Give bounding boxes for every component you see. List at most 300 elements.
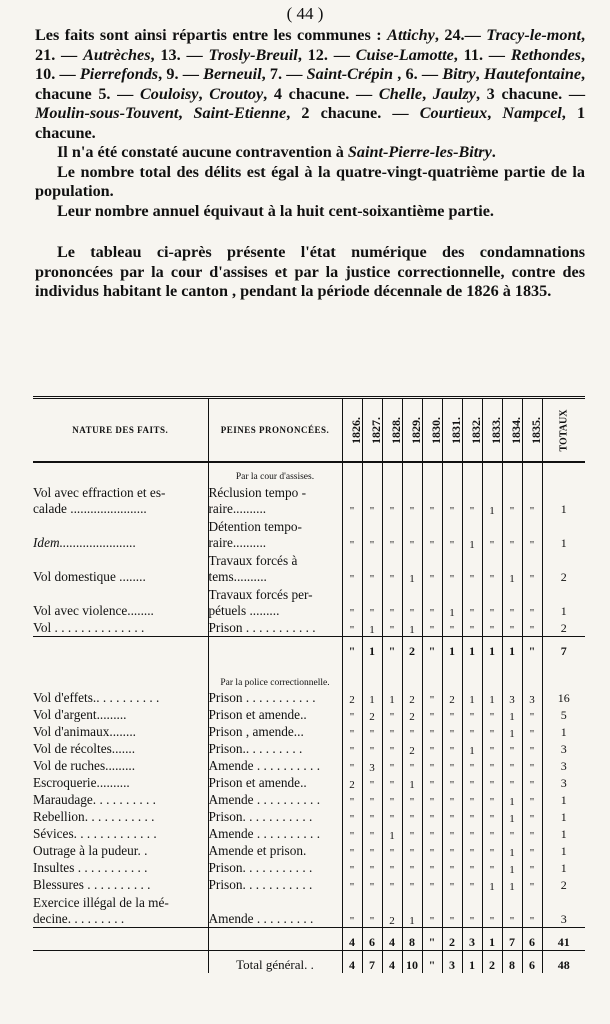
paragraph	[35, 202, 585, 222]
text-run: .	[491, 143, 496, 161]
nature-text: Idem.......................	[33, 535, 137, 550]
empty-cell	[402, 659, 422, 689]
year-value: "	[502, 740, 522, 757]
year-value: "	[342, 585, 362, 619]
place-name: Tracy-le-mont	[486, 26, 581, 44]
year-value: "	[442, 825, 462, 842]
nature-text: Escroquerie..........	[33, 775, 130, 790]
paragraph	[35, 243, 585, 302]
subtotal-value: 2	[402, 637, 422, 660]
empty-cell	[462, 659, 482, 689]
nature-text: Outrage à la pudeur. .	[33, 843, 148, 858]
peine-cell	[208, 740, 342, 757]
peine-text: Prison. . . . . . . . . . .	[208, 809, 313, 824]
row-total: 16	[542, 689, 585, 706]
year-value: "	[362, 723, 382, 740]
year-value: "	[402, 825, 422, 842]
empty-cell	[502, 462, 522, 483]
year-value: 1	[502, 876, 522, 893]
header-year-label: 1834.	[508, 416, 523, 444]
table-row	[33, 619, 585, 637]
section-label: Par la police correctionnelle.	[208, 659, 342, 689]
text-run: Les faits sont ainsi répartis entre les communes :	[35, 26, 388, 44]
year-value: "	[342, 723, 362, 740]
text-run: Le nombre total des délits est égal à la quatre-vingt-quatrième partie de la population.	[35, 162, 585, 200]
year-value: "	[482, 808, 502, 825]
peine-cell	[208, 619, 342, 637]
header-year	[482, 399, 502, 462]
subtotal-value: 7	[502, 928, 522, 951]
year-value: "	[402, 585, 422, 619]
peine-text: Amende . . . . . . . . .	[208, 911, 314, 926]
subtotal-value: 2	[442, 928, 462, 951]
year-value: "	[422, 740, 442, 757]
text-run: , 24.—	[434, 26, 487, 44]
empty-cell	[482, 659, 502, 689]
year-value: "	[502, 483, 522, 517]
place-name: Jaulzy	[432, 84, 476, 103]
place-name: Nampcel	[502, 104, 562, 122]
nature-text: calade .......................	[33, 501, 147, 516]
year-value: "	[342, 619, 362, 637]
subtotal-blank	[208, 928, 342, 951]
row-total: 3	[542, 757, 585, 774]
empty-cell	[462, 462, 482, 483]
year-value: 1	[462, 517, 482, 551]
header-year-label: 1830.	[428, 416, 443, 444]
year-value: "	[382, 723, 402, 740]
table-row	[33, 808, 585, 825]
year-value: 1	[502, 723, 522, 740]
nature-text: Vol d'effets.. . . . . . . . . .	[33, 690, 160, 705]
section-nature-cell	[33, 659, 208, 689]
table-row	[33, 740, 585, 757]
year-value: "	[482, 740, 502, 757]
year-value: "	[342, 808, 362, 825]
year-value: "	[402, 876, 422, 893]
place-name: Pierrefonds	[79, 65, 159, 83]
year-value: "	[342, 825, 362, 842]
peine-cell	[208, 774, 342, 791]
empty-cell	[342, 659, 362, 689]
nature-text: Vol avec violence........	[33, 603, 154, 618]
year-value: "	[442, 774, 462, 791]
empty-cell	[342, 462, 362, 483]
year-value: "	[422, 706, 442, 723]
year-value: "	[502, 825, 522, 842]
peine-cell	[208, 757, 342, 774]
paragraph	[35, 143, 585, 163]
subtotal-value: 1	[462, 637, 482, 660]
subtotal-value: "	[382, 637, 402, 660]
nature-cell	[33, 774, 208, 791]
peine-cell	[208, 876, 342, 893]
subtotal-value: 1	[362, 637, 382, 660]
place-name: Saint-Pierre-les-Bitry	[347, 143, 492, 161]
year-value: "	[422, 483, 442, 517]
year-value: "	[462, 774, 482, 791]
year-value: "	[502, 774, 522, 791]
nature-cell	[33, 825, 208, 842]
grand-total-value: 6	[522, 951, 542, 974]
place-name: Chelle	[378, 84, 423, 103]
year-value: "	[342, 791, 362, 808]
year-value: 1	[402, 774, 422, 791]
section-label: Par la cour d'assises.	[208, 462, 342, 483]
table-row	[33, 774, 585, 791]
year-value: "	[442, 723, 462, 740]
table-row	[33, 551, 585, 585]
header-year-label: 1832.	[468, 416, 483, 444]
peine-text: Prison et amende..	[208, 775, 307, 790]
nature-cell	[33, 808, 208, 825]
nature-cell	[33, 517, 208, 551]
year-value: "	[382, 774, 402, 791]
nature-text: Maraudage. . . . . . . . . .	[33, 792, 156, 807]
peine-cell	[208, 825, 342, 842]
year-value: "	[482, 893, 502, 928]
header-year	[382, 399, 402, 462]
peine-text: Prison , amende...	[208, 724, 304, 739]
year-value: "	[522, 483, 542, 517]
nature-cell	[33, 842, 208, 859]
year-value: "	[362, 517, 382, 551]
peine-text: Prison.. . . . . . . . .	[208, 741, 303, 756]
year-value: 2	[402, 740, 422, 757]
peine-cell	[208, 585, 342, 619]
nature-text: Rebellion. . . . . . . . . . .	[33, 809, 155, 824]
year-value: "	[442, 619, 462, 637]
year-value: "	[442, 859, 462, 876]
grand-total-value: 4	[342, 951, 362, 974]
nature-cell	[33, 706, 208, 723]
header-year	[362, 399, 382, 462]
nature-cell	[33, 723, 208, 740]
peine-cell	[208, 859, 342, 876]
text-run: , 1 chacune.	[35, 104, 586, 142]
year-value: "	[522, 774, 542, 791]
year-value: "	[462, 706, 482, 723]
year-value: "	[342, 893, 362, 928]
year-value: "	[462, 757, 482, 774]
year-value: "	[442, 842, 462, 859]
year-value: 1	[462, 740, 482, 757]
nature-text: Vol de ruches.........	[33, 758, 136, 773]
table-row	[33, 757, 585, 774]
year-value: "	[442, 876, 462, 893]
year-value: "	[382, 551, 402, 585]
text-run: , 9. —	[158, 65, 204, 83]
row-total: 3	[542, 893, 585, 928]
text-run: , 4 chacune. —	[263, 84, 379, 103]
nature-text: decine. . . . . . . . .	[33, 911, 125, 926]
subtotal-total: 41	[542, 928, 585, 951]
row-total: 5	[542, 706, 585, 723]
place-name: Attichy	[387, 26, 435, 44]
year-value: 1	[502, 808, 522, 825]
year-value: "	[422, 723, 442, 740]
text-run: ,	[422, 84, 433, 103]
year-value: "	[522, 893, 542, 928]
year-value: 1	[362, 619, 382, 637]
year-value: "	[362, 791, 382, 808]
peine-text: Prison. . . . . . . . . . .	[208, 860, 313, 875]
peine-cell	[208, 706, 342, 723]
empty-cell	[382, 462, 402, 483]
subtotal-value: 6	[522, 928, 542, 951]
year-value: "	[482, 825, 502, 842]
header-year-label: 1835.	[528, 416, 543, 444]
year-value: "	[362, 893, 382, 928]
condemnations-table	[33, 399, 585, 973]
place-name: Bitry	[442, 65, 476, 83]
empty-cell	[422, 462, 442, 483]
header-year	[522, 399, 542, 462]
year-value: "	[462, 483, 482, 517]
year-value: "	[522, 808, 542, 825]
year-value: "	[422, 842, 442, 859]
year-value: "	[462, 842, 482, 859]
year-value: "	[522, 619, 542, 637]
year-value: "	[462, 551, 482, 585]
grand-total-value: 3	[442, 951, 462, 974]
text-run: Le tableau ci-après présente l'état numérique des condamnations prononcées par la cour d'assises et par la justice correctionnelle, contre des individus habitant le canton , pendant la période décennale de 1826 à 1835.	[35, 243, 585, 300]
peine-cell	[208, 517, 342, 551]
empty-cell	[362, 462, 382, 483]
row-total: 1	[542, 483, 585, 517]
peine-cell	[208, 551, 342, 585]
text-run: ,	[475, 65, 484, 83]
header-nature: NATURE DES FAITS.	[33, 399, 208, 462]
year-value: "	[522, 740, 542, 757]
year-value: "	[342, 859, 362, 876]
year-value: 3	[362, 757, 382, 774]
grand-total-label: Total général. .	[208, 951, 342, 974]
text-run: Leur nombre annuel équivaut à la huit cent-soixantième partie.	[57, 201, 494, 220]
year-value: "	[362, 808, 382, 825]
text-run: , 7. —	[261, 65, 307, 83]
row-total: 1	[542, 842, 585, 859]
year-value: 1	[382, 689, 402, 706]
nature-cell	[33, 791, 208, 808]
year-value: "	[402, 483, 422, 517]
year-value: "	[422, 619, 442, 637]
year-value: "	[442, 517, 462, 551]
header-year-label: 1828.	[388, 416, 403, 444]
year-value: "	[522, 859, 542, 876]
empty-cell	[522, 462, 542, 483]
year-value: 3	[502, 689, 522, 706]
peine-text: Travaux forcés à	[208, 553, 298, 568]
place-name: Trosly-Breuil	[208, 45, 298, 64]
row-total: 1	[542, 825, 585, 842]
subtotal-blank	[208, 637, 342, 660]
year-value: "	[522, 706, 542, 723]
row-total: 3	[542, 740, 585, 757]
grand-total-value: 8	[502, 951, 522, 974]
year-value: "	[482, 859, 502, 876]
year-value: "	[342, 842, 362, 859]
row-total: 2	[542, 619, 585, 637]
year-value: "	[422, 774, 442, 791]
text-run: ,	[198, 84, 210, 103]
grand-blank	[33, 951, 208, 974]
subtotal-value: 1	[482, 637, 502, 660]
peine-text: pétuels .........	[208, 603, 280, 618]
section-row	[33, 659, 585, 689]
page-number: ( 44 )	[286, 4, 324, 23]
header-year	[462, 399, 482, 462]
year-value: "	[362, 842, 382, 859]
nature-text: Vol de récoltes.......	[33, 741, 136, 756]
row-total: 2	[542, 876, 585, 893]
peine-text: Prison . . . . . . . . . . .	[208, 620, 316, 635]
year-value: "	[402, 723, 422, 740]
year-value: "	[462, 876, 482, 893]
year-value: "	[402, 791, 422, 808]
year-value: "	[522, 585, 542, 619]
place-name: Croutoy	[209, 84, 264, 103]
year-value: "	[422, 757, 442, 774]
year-value: "	[522, 825, 542, 842]
table-row	[33, 517, 585, 551]
year-value: "	[522, 723, 542, 740]
nature-cell	[33, 859, 208, 876]
year-value: "	[362, 774, 382, 791]
year-value: 2	[402, 706, 422, 723]
peine-text: Amende . . . . . . . . . .	[208, 826, 321, 841]
subtotal-blank	[33, 928, 208, 951]
text-run: ,	[487, 104, 503, 122]
year-value: "	[402, 517, 422, 551]
row-total: 1	[542, 859, 585, 876]
subtotal-value: 4	[342, 928, 362, 951]
empty-cell	[402, 462, 422, 483]
empty-cell	[422, 659, 442, 689]
subtotal-row	[33, 928, 585, 951]
peine-cell	[208, 791, 342, 808]
year-value: "	[442, 808, 462, 825]
year-value: "	[422, 893, 442, 928]
year-value: "	[342, 706, 362, 723]
year-value: "	[482, 551, 502, 585]
year-value: "	[522, 791, 542, 808]
year-value: "	[422, 551, 442, 585]
year-value: "	[402, 842, 422, 859]
year-value: 1	[362, 689, 382, 706]
year-value: "	[382, 808, 402, 825]
grand-total-value: 4	[382, 951, 402, 974]
year-value: "	[422, 859, 442, 876]
year-value: 1	[502, 551, 522, 585]
text-run: , 11. —	[453, 45, 511, 64]
nature-cell	[33, 740, 208, 757]
year-value: "	[442, 551, 462, 585]
nature-text: Vol d'animaux........	[33, 724, 136, 739]
year-value: 2	[442, 689, 462, 706]
year-value: "	[482, 757, 502, 774]
subtotal-total: 7	[542, 637, 585, 660]
nature-text: Vol . . . . . . . . . . . . . .	[33, 620, 145, 635]
nature-cell	[33, 585, 208, 619]
section-row	[33, 462, 585, 483]
year-value: 1	[402, 619, 422, 637]
table-row	[33, 706, 585, 723]
place-name: Berneuil	[203, 65, 262, 83]
subtotal-value: 1	[442, 637, 462, 660]
peine-cell	[208, 483, 342, 517]
year-value: "	[462, 585, 482, 619]
text-run: Il n'a été constaté aucune contravention à	[57, 143, 348, 161]
peine-text: Amende . . . . . . . . . .	[208, 792, 321, 807]
peine-text: Amende et prison.	[208, 843, 307, 858]
year-value: "	[362, 551, 382, 585]
year-value: "	[342, 757, 362, 774]
table-row	[33, 859, 585, 876]
peine-text: Prison. . . . . . . . . . .	[208, 877, 313, 892]
nature-text: Blessures . . . . . . . . . .	[33, 877, 151, 892]
year-value: 1	[482, 483, 502, 517]
year-value: "	[502, 893, 522, 928]
text-run: , 2 chacune. —	[286, 104, 420, 122]
subtotal-value: 1	[482, 928, 502, 951]
year-value: "	[422, 825, 442, 842]
table-row	[33, 723, 585, 740]
year-value: "	[362, 585, 382, 619]
year-value: 1	[402, 893, 422, 928]
table-row	[33, 689, 585, 706]
year-value: "	[382, 585, 402, 619]
peine-text: raire..........	[208, 501, 267, 516]
year-value: "	[342, 483, 362, 517]
year-value: 3	[522, 689, 542, 706]
text-run: , 3 chacune. —	[475, 84, 586, 103]
year-value: "	[482, 619, 502, 637]
text-run: ,	[178, 104, 194, 122]
header-year-label: 1833.	[488, 416, 503, 444]
header-year-label: 1829.	[408, 416, 423, 444]
nature-text: Exercice illégal de la mé-	[33, 895, 169, 910]
nature-text: Vol d'argent.........	[33, 707, 127, 722]
subtotal-value: "	[422, 928, 442, 951]
table-row	[33, 483, 585, 517]
row-total: 1	[542, 723, 585, 740]
year-value: "	[382, 791, 402, 808]
peine-text: Détention tempo-	[208, 519, 302, 534]
condemnations-table-wrapper	[33, 396, 585, 973]
nature-text: Sévices. . . . . . . . . . . . .	[33, 826, 157, 841]
year-value: "	[382, 757, 402, 774]
table-row	[33, 893, 585, 928]
section-nature-cell	[33, 462, 208, 483]
subtotal-row	[33, 637, 585, 660]
year-value: 2	[342, 689, 362, 706]
year-value: "	[362, 483, 382, 517]
year-value: "	[422, 876, 442, 893]
table-row	[33, 825, 585, 842]
year-value: "	[522, 517, 542, 551]
nature-cell	[33, 619, 208, 637]
table-row	[33, 791, 585, 808]
peine-text: Prison et amende..	[208, 707, 307, 722]
year-value: "	[362, 740, 382, 757]
row-total: 1	[542, 808, 585, 825]
subtotal-value: 6	[362, 928, 382, 951]
year-value: "	[522, 842, 542, 859]
text-run: , 6. —	[393, 65, 443, 83]
year-value: "	[522, 876, 542, 893]
place-name: Saint-Etienne	[193, 104, 287, 122]
